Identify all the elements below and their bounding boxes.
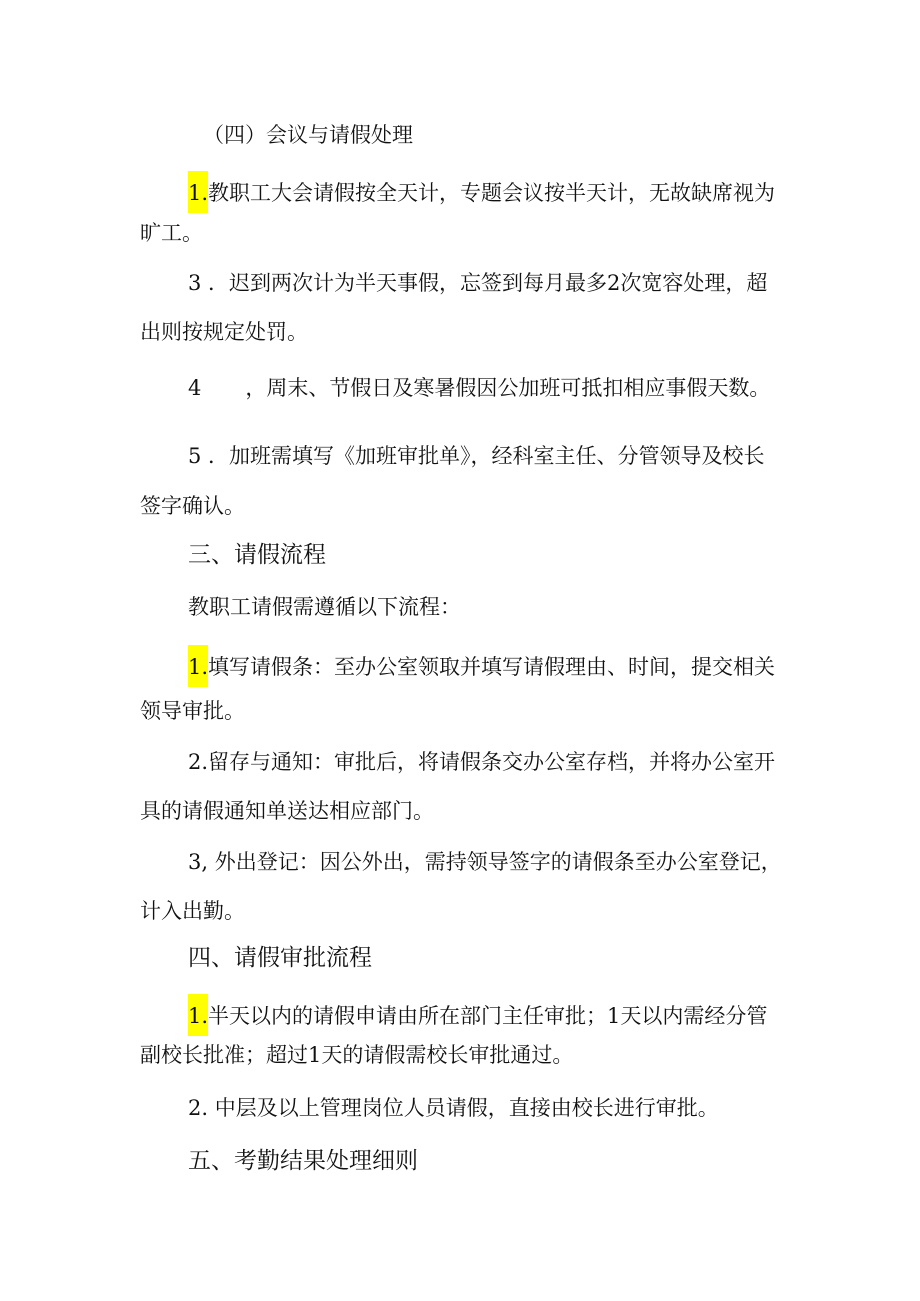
s4-item-1-text: 教职工大会请假按全天计，专题会议按半天计，无故缺席视为 [208,181,776,205]
item-number-highlight: 1. [188,994,208,1036]
s4-item-1-line-2: 旷工。 [140,221,203,245]
approval-item-1-line-1 [188,994,767,1036]
heading-approval-process: 四、请假审批流程 [188,945,372,971]
s4-item-1-line-1 [188,171,775,213]
leave-step-3-line-2: 计入出勤。 [140,899,245,923]
s4-item-4-text: ，周末、节假日及寒暑假因公加班可抵扣相应事假天数。 [245,376,771,400]
s4-item-4-number: 4 [188,376,202,400]
approval-item-1-line-2: 副校长批准；超过1天的请假需校长审批通过。 [140,1043,574,1067]
s4-item-3-line-2: 出则按规定处罚。 [140,320,308,344]
leave-step-2-line-1: 2.留存与通知：审批后，将请假条交办公室存档，并将办公室开 [188,750,776,774]
leave-process-intro: 教职工请假需遵循以下流程： [188,595,461,619]
heading-attendance-rules: 五、考勤结果处理细则 [188,1148,418,1174]
item-number-highlight: 1. [188,171,208,213]
approval-item-2: 2. 中层及以上管理岗位人员请假，直接由校长进行审批。 [188,1096,719,1120]
heading-leave-process: 三、请假流程 [188,542,326,568]
s4-item-5-line-2: 签字确认。 [140,494,245,518]
leave-step-1-line-2: 领导审批。 [140,699,245,723]
leave-step-3-line-1: 3, 外出登记：因公外出，需持领导签字的请假条至办公室登记， [188,850,782,874]
s4-item-5-line-1: 5 ．加班需填写《加班审批单》，经科室主任、分管领导及校长 [188,444,765,468]
leave-step-1-text: 填写请假条：至办公室领取并填写请假理由、时间，提交相关 [208,655,776,679]
leave-step-2-line-2: 具的请假通知单送达相应部门。 [140,799,434,823]
section-4-title: （四）会议与请假处理 [203,123,413,147]
item-number-highlight: 1. [188,645,208,687]
leave-step-1-line-1 [188,645,775,687]
s4-item-3-line-1: 3 ．迟到两次计为半天事假，忘签到每月最多2次宽容处理，超 [188,271,768,295]
s4-item-4 [188,374,770,402]
approval-item-1-text: 半天以内的请假申请由所在部门主任审批；1天以内需经分管 [208,1004,768,1028]
